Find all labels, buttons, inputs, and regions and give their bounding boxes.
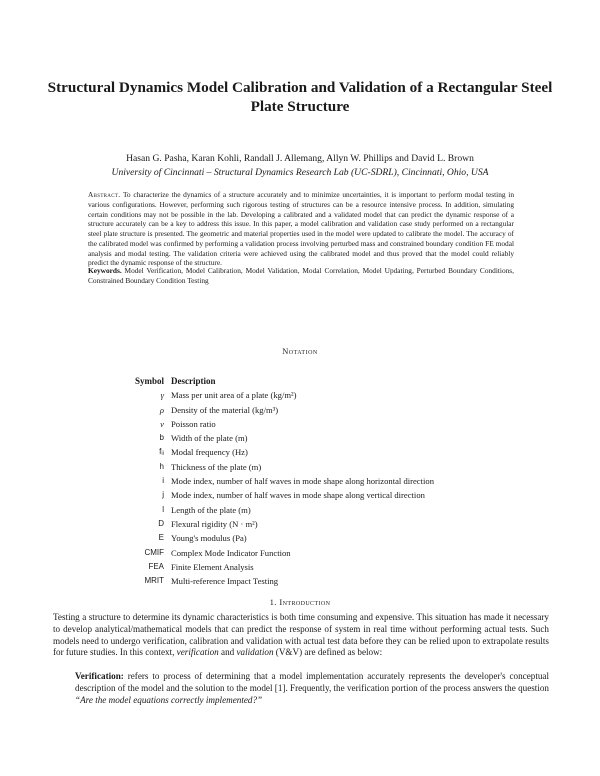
intro-text-end: (V&V) are defined as below: xyxy=(275,647,383,658)
notation-description: Finite Element Analysis xyxy=(171,561,254,572)
keywords-text: Model Verification, Model Calibration, Model Validation, Modal Correlation, Model Updating, Perturbed Boundary Conditions, Constrained Boundary Condition Testing xyxy=(88,266,514,285)
term-validation: validation xyxy=(236,647,274,658)
symbol-column-header: Symbol xyxy=(134,376,164,386)
notation-row xyxy=(100,462,520,476)
notation-symbol: b xyxy=(159,433,164,443)
verification-question: “Are the model equations correctly implemented?” xyxy=(75,694,263,705)
notation-description: Flexural rigidity (N · m²) xyxy=(171,518,258,529)
notation-row xyxy=(100,562,520,576)
notation-symbol: γ xyxy=(160,390,164,401)
notation-description: Mass per unit area of a plate (kg/m²) xyxy=(171,390,297,401)
notation-description: Width of the plate (m) xyxy=(171,433,248,444)
notation-description: Complex Mode Indicator Function xyxy=(171,547,291,558)
notation-symbol: D xyxy=(158,518,164,528)
notation-row xyxy=(100,576,520,590)
abstract-text: To characterize the dynamics of a structure accurately and to minimize uncertainties, it is important to perform modal testing in various configurations. However, performing such rigorous testing of structures can be a resource intensive process. In addition, simulating certain conditions may not be possible in the lab. Developing a calibrated and a validated model that can predict the dynamic response of a structure accurately can be a key to address this issue. In this paper, a model calibration and validation case study performed on a rectangular steel plate structure is presented. The geometric and material properties used in the model were updated to calibrate the model. The accuracy of the calibrated model was confirmed by performing a validation process involving perturbed mass and constrained boundary condition FE modal analysis and modal testing. The validation criteria were achieved using the calibrated model and thus proved that the model could reliably predict the dynamic response of the structure. xyxy=(88,190,514,268)
notation-description: Mode index, number of half waves in mode shape along horizontal direction xyxy=(171,476,434,487)
notation-description: Poisson ratio xyxy=(171,418,216,429)
notation-description: Length of the plate (m) xyxy=(171,504,251,515)
notation-symbol: E xyxy=(158,533,164,543)
notation-row xyxy=(100,490,520,504)
notation-symbol: fᵢⱼ xyxy=(159,447,164,457)
notation-description: Mode index, number of half waves in mode shape along vertical direction xyxy=(171,490,425,501)
notation-description: Modal frequency (Hz) xyxy=(171,447,248,458)
description-column-header: Description xyxy=(171,376,216,386)
notation-symbol: MRIT xyxy=(144,576,164,586)
notation-symbol: ρ xyxy=(159,404,164,415)
keywords-label: Keywords. xyxy=(88,266,122,275)
notation-symbol: h xyxy=(159,461,164,471)
notation-symbol: j xyxy=(162,490,164,500)
notation-row xyxy=(100,476,520,490)
verification-label: Verification: xyxy=(75,671,124,681)
conjunction-and: and xyxy=(221,647,235,658)
verification-text: refers to process of determining that a model implementation accurately represents the developer's conceptual description of the model and the solution to the model [1]. Frequently, the verification portion of the process answers the question xyxy=(75,671,549,693)
author-list: Hasan G. Pasha, Karan Kohli, Randall J. Allemang, Allyn W. Phillips and David L. Brown xyxy=(126,153,474,164)
notation-symbol: CMIF xyxy=(144,547,164,557)
notation-row xyxy=(100,533,520,547)
notation-row xyxy=(100,548,520,562)
notation-description: Thickness of the plate (m) xyxy=(171,461,262,472)
notation-description: Multi-reference Impact Testing xyxy=(171,576,279,587)
keywords xyxy=(88,266,514,286)
notation-row xyxy=(100,447,520,461)
notation-row xyxy=(100,433,520,447)
notation-row xyxy=(100,390,520,404)
term-verification: verification xyxy=(176,647,219,658)
notation-description: Density of the material (kg/m³) xyxy=(171,404,279,415)
notation-symbol: FEA xyxy=(148,561,164,571)
notation-description: Young's modulus (Pa) xyxy=(171,533,247,544)
notation-symbol: l xyxy=(162,504,164,514)
intro-text: Testing a structure to determine its dynamic characteristics is both time consuming and expensive. This situation has made it necessary to develop analytical/mathematical models that can predict the response of system in real time without performing actual tests. Such models need to undergo verification, calibration and validation with actual test data before they can be relied upon to extrapolate results for future studies. In this context, xyxy=(53,612,549,658)
notation-heading: Notation xyxy=(282,347,318,356)
notation-row xyxy=(100,419,520,433)
notation-symbol: i xyxy=(162,476,164,486)
intro-paragraph xyxy=(53,612,549,659)
notation-table xyxy=(100,376,520,590)
notation-row xyxy=(100,405,520,419)
affiliation: University of Cincinnati – Structural Dynamics Research Lab (UC-SDRL), Cincinnati, Ohio, USA xyxy=(111,167,489,178)
paper-title: Structural Dynamics Model Calibration and Validation of a Rectangular Steel Plate Structure xyxy=(47,79,553,115)
notation-row xyxy=(100,505,520,519)
notation-row xyxy=(100,519,520,533)
abstract-label: Abstract. xyxy=(88,190,121,199)
verification-definition xyxy=(75,671,549,706)
notation-header-row xyxy=(100,376,520,390)
abstract xyxy=(88,190,514,268)
section-heading-introduction: 1. Introduction xyxy=(269,597,331,607)
notation-symbol: ν xyxy=(160,418,164,429)
